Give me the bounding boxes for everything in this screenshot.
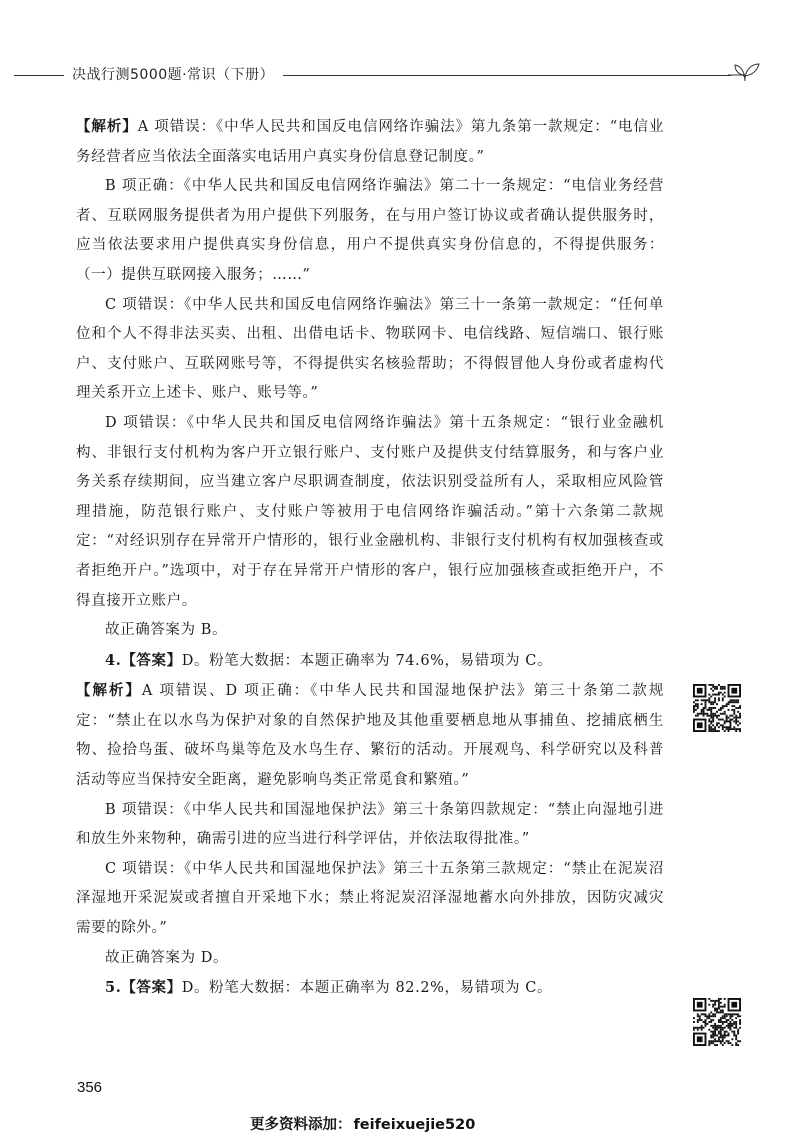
paragraph-analysis-4	[76, 676, 664, 795]
paragraph-analysis-a	[76, 112, 664, 172]
paragraph-text: A 项错误、D 项正确：《中华人民共和国湿地保护法》第三十条第二款规定：“禁止在以水鸟为保护对象的自然保护地及其他重要栖息地从事捕鱼、挖捕底栖生物、捡拾鸟蛋、破坏鸟巢等危及水鸟生存、繁衍的活动。开展观鸟、科学研究以及科普活动等应当保持安全距离，避免影响鸟类正常觅食和繁殖。”	[76, 683, 664, 789]
paragraph-option-c	[76, 291, 664, 409]
header-title: 决战行测5000题·常识（下册）	[72, 67, 275, 83]
paragraph-option-d	[76, 409, 664, 616]
paragraph-text: 故正确答案为 D。	[105, 949, 229, 966]
paragraph-option-c-4	[76, 855, 664, 944]
footer-note	[250, 1113, 475, 1134]
paragraph-text: D。粉笔大数据：本题正确率为 82.2%，易错项为 C。	[181, 980, 553, 997]
footer-prefix: 更多资料添加：	[250, 1117, 352, 1133]
paragraph-text: C 项错误：《中华人民共和国反电信网络诈骗法》第三十一条第一款规定：“任何单位和个人不得非法买卖、出租、出借电话卡、物联网卡、电信线路、短信端口、银行账户、支付账户、互联网账号等，不得提供实名核验帮助；不得假冒他人身份或者虚构代理关系开立上述卡、账户、账号等。”	[76, 296, 664, 402]
paragraph-text: A 项错误：《中华人民共和国反电信网络诈骗法》第九条第一款规定：“电信业务经营者应当依法全面落实电话用户真实身份信息登记制度。”	[76, 119, 665, 165]
qr-code-icon[interactable]	[693, 684, 741, 732]
section-label: 【解析】	[76, 118, 138, 135]
answer-explanation-body	[76, 112, 664, 1004]
paragraph-conclusion-b	[76, 616, 664, 646]
section-label: 4.【答案】	[105, 651, 182, 669]
paragraph-text: B 项正确：《中华人民共和国反电信网络诈骗法》第二十一条规定：“电信业务经营者、互联网服务提供者为用户提供下列服务，在与用户签订协议或者确认提供服务时，应当依法要求用户提供真实身份信息，用户不提供真实身份信息的，不得提供服务：（一）提供互联网接入服务；……”	[76, 178, 664, 283]
paragraph-text: D 项错误：《中华人民共和国反电信网络诈骗法》第十五条规定：“银行业金融机构、非银行支付机构为客户开立银行账户、支付账户及提供支付结算服务，和与客户业务关系存续期间，应当建立客户尽职调查制度，依法识别受益所有人，采取相应风险管理措施，防范银行账户、支付账户等被用于电信网络诈骗活动。”第十六条第二款规定：“对经识别存在异常开户情形的，银行业金融机构、非银行支付机构有权加强核查或者拒绝开户。”选项中，对于存在异常开户情形的客户，银行应加强核查或拒绝开户，不得直接开立账户。	[76, 414, 664, 609]
paragraph-answer-5	[76, 973, 664, 1004]
header-rule-right	[283, 75, 731, 76]
paragraph-option-b	[76, 172, 664, 290]
leaf-sprout-icon	[728, 58, 762, 84]
paragraph-text: D。粉笔大数据：本题正确率为 74.6%，易错项为 C。	[181, 652, 553, 669]
paragraph-conclusion-d	[76, 944, 664, 974]
header-rule-left	[14, 75, 64, 76]
paragraph-option-b-4	[76, 796, 664, 855]
section-label: 【解析】	[76, 682, 142, 700]
qr-code-icon[interactable]	[693, 998, 741, 1046]
page-number: 356	[77, 1079, 103, 1096]
running-header	[0, 58, 800, 88]
footer-handle: feifeixuejie520	[353, 1117, 476, 1133]
paragraph-text: B 项错误：《中华人民共和国湿地保护法》第三十条第四款规定：“禁止向湿地引进和放生外来物种，确需引进的应当进行科学评估，并依法取得批准。”	[76, 801, 664, 848]
paragraph-text: 故正确答案为 B。	[105, 622, 228, 639]
paragraph-text: C 项错误：《中华人民共和国湿地保护法》第三十五条第三款规定：“禁止在泥炭沼泽湿地开采泥炭或者擅自开采地下水；禁止将泥炭沼泽湿地蓄水向外排放，因防灾减灾需要的除外。”	[76, 860, 664, 937]
paragraph-answer-4	[76, 646, 664, 677]
section-label: 5.【答案】	[105, 979, 182, 997]
